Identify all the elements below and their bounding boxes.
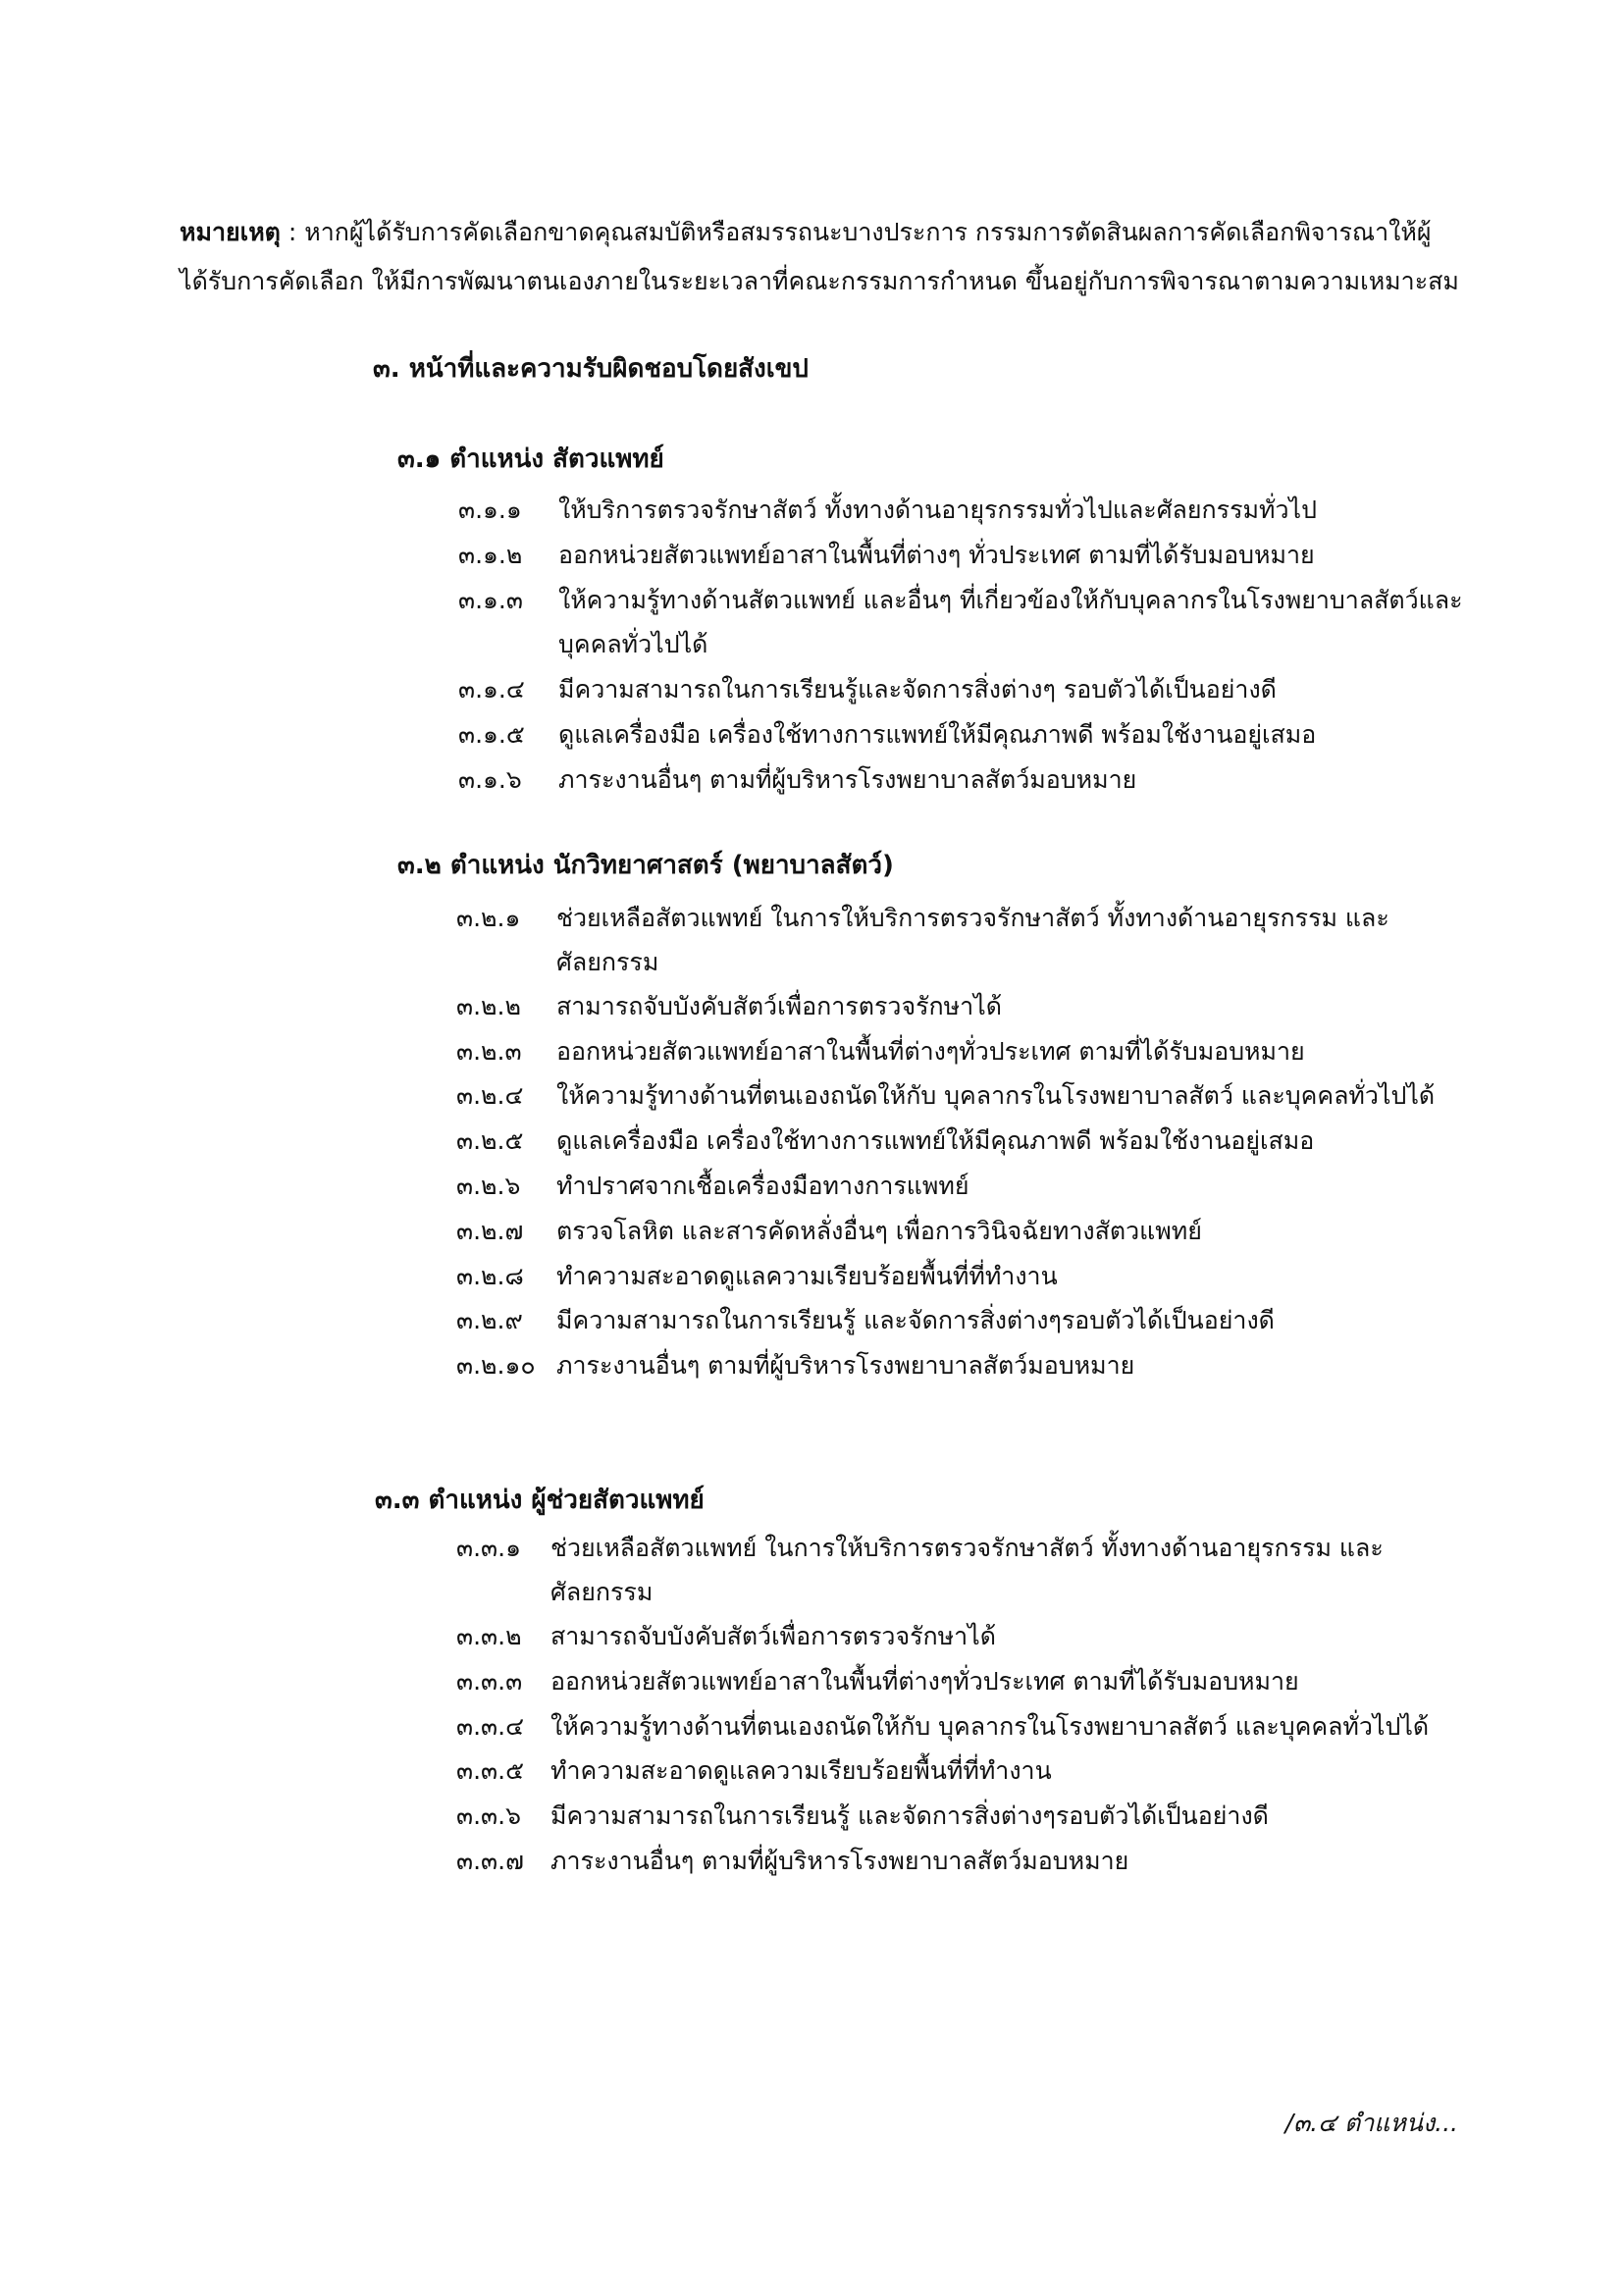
item-number: ๓.๒.๖ xyxy=(456,1172,521,1200)
list-item xyxy=(456,1704,1479,1748)
list-item xyxy=(456,1298,1479,1342)
subsection-3-2-heading: ๓.๒ ตำแหน่ง นักวิทยาศาสตร์ (พยาบาลสัตว์) xyxy=(397,851,894,880)
item-text: ดูแลเครื่องมือ เครื่องใช้ทางการแพทย์ให้มีคุณภาพดี พร้อมใช้งานอยู่เสมอ xyxy=(558,720,1317,749)
item-text: ภาระงานอื่นๆ ตามที่ผู้บริหารโรงพยาบาลสัตว์มอบหมาย xyxy=(556,1351,1135,1380)
item-text: ดูแลเครื่องมือ เครื่องใช้ทางการแพทย์ให้มีคุณภาพดี พร้อมใช้งานอยู่เสมอ xyxy=(556,1126,1315,1155)
item-number: ๓.๓.๑ xyxy=(456,1534,521,1562)
item-number: ๓.๑.๕ xyxy=(458,720,525,749)
item-number: ๓.๒.๕ xyxy=(456,1126,524,1155)
item-text: มีความสามารถในการเรียนรู้และจัดการสิ่งต่างๆ รอบตัวได้เป็นอย่างดี xyxy=(558,675,1277,704)
list-item xyxy=(456,1526,1479,1614)
item-number: ๓.๑.๒ xyxy=(458,541,523,569)
list-item xyxy=(456,1839,1479,1883)
item-number: ๓.๑.๔ xyxy=(458,675,525,704)
remark-text-1: : หากผู้ได้รับการคัดเลือกขาดคุณสมบัติหรือสมรรถนะบางประการ กรรมการตัดสินผลการคัดเลือกพิจารณาให้ผู้ xyxy=(280,218,1432,246)
list-item xyxy=(456,984,1479,1028)
list-item xyxy=(458,488,1479,532)
list-item xyxy=(456,1254,1479,1298)
item-text: มีความสามารถในการเรียนรู้ และจัดการสิ่งต่างๆรอบตัวได้เป็นอย่างดี xyxy=(556,1306,1275,1334)
item-text: ภาระงานอื่นๆ ตามที่ผู้บริหารโรงพยาบาลสัตว์มอบหมาย xyxy=(550,1847,1129,1875)
subsection-3-3-heading: ๓.๓ ตำแหน่ง ผู้ช่วยสัตวแพทย์ xyxy=(375,1486,705,1515)
item-number: ๓.๒.๗ xyxy=(456,1217,524,1245)
item-text: ช่วยเหลือสัตวแพทย์ ในการให้บริการตรวจรักษาสัตว์ ทั้งทางด้านอายุรกรรม และศัลยกรรม xyxy=(550,1534,1384,1606)
remark-label: หมายเหตุ xyxy=(180,218,281,246)
remark-line-2: ได้รับการคัดเลือก ให้มีการพัฒนาตนเองภายในระยะเวลาที่คณะกรรมการกำหนด ขึ้นอยู่กับการพิจารณาตามความเหมาะสม xyxy=(180,267,1459,295)
item-number: ๓.๒.๘ xyxy=(456,1262,524,1290)
item-text: ทำปราศจากเชื้อเครื่องมือทางการแพทย์ xyxy=(556,1172,969,1200)
item-text: ให้ความรู้ทางด้านที่ตนเองถนัดให้กับ บุคลากรในโรงพยาบาลสัตว์ และบุคคลทั่วไปได้ xyxy=(550,1712,1430,1741)
item-number: ๓.๒.๒ xyxy=(456,992,521,1020)
remark-paragraph xyxy=(180,208,1475,306)
item-number: ๓.๑.๖ xyxy=(458,765,522,794)
list-item xyxy=(456,1614,1479,1658)
item-text: ให้ความรู้ทางด้านสัตวแพทย์ และอื่นๆ ที่เกี่ยวข้องให้กับบุคลากรในโรงพยาบาลสัตว์และบุคคลทั่วไปได้ xyxy=(558,586,1463,658)
list-item xyxy=(456,1073,1479,1118)
item-text: ออกหน่วยสัตวแพทย์อาสาในพื้นที่ต่างๆทั่วประเทศ ตามที่ได้รับมอบหมาย xyxy=(556,1037,1305,1066)
list-item xyxy=(456,1164,1479,1208)
item-text: ให้บริการตรวจรักษาสัตว์ ทั้งทางด้านอายุรกรรมทั่วไปและศัลยกรรมทั่วไป xyxy=(558,496,1317,524)
list-item xyxy=(458,757,1479,802)
item-number: ๓.๓.๕ xyxy=(456,1756,524,1785)
list-item xyxy=(456,1659,1479,1703)
item-number: ๓.๓.๓ xyxy=(456,1667,523,1696)
item-text: สามารถจับบังคับสัตว์เพื่อการตรวจรักษาได้ xyxy=(556,992,1002,1020)
list-item xyxy=(458,533,1479,577)
list-item xyxy=(456,1748,1479,1793)
list-item xyxy=(456,1794,1479,1838)
list-item xyxy=(456,1343,1479,1387)
item-number: ๓.๓.๖ xyxy=(456,1801,521,1830)
list-item xyxy=(456,896,1479,984)
item-number: ๓.๑.๑ xyxy=(458,496,522,524)
item-number: ๓.๓.๔ xyxy=(456,1712,524,1741)
item-text: ทำความสะอาดดูแลความเรียบร้อยพื้นที่ที่ทำงาน xyxy=(550,1756,1052,1785)
item-number: ๓.๒.๔ xyxy=(456,1081,524,1110)
item-number: ๓.๑.๓ xyxy=(458,586,523,614)
list-item xyxy=(458,578,1479,666)
page-continuation: /๓.๔ ตำแหน่ง... xyxy=(1284,2109,1458,2137)
section-3-heading: ๓. หน้าที่และความรับผิดชอบโดยสังเขป xyxy=(373,354,809,384)
item-number: ๓.๓.๗ xyxy=(456,1847,524,1875)
item-text: ช่วยเหลือสัตวแพทย์ ในการให้บริการตรวจรักษาสัตว์ ทั้งทางด้านอายุรกรรม และศัลยกรรม xyxy=(556,904,1389,976)
item-text: ออกหน่วยสัตวแพทย์อาสาในพื้นที่ต่างๆทั่วประเทศ ตามที่ได้รับมอบหมาย xyxy=(550,1667,1299,1696)
remark-line-1 xyxy=(180,208,1475,257)
item-text: ตรวจโลหิต และสารคัดหลั่งอื่นๆ เพื่อการวินิจฉัยทางสัตวแพทย์ xyxy=(556,1217,1202,1245)
item-text: ภาระงานอื่นๆ ตามที่ผู้บริหารโรงพยาบาลสัตว์มอบหมาย xyxy=(558,765,1137,794)
item-number: ๓.๒.๙ xyxy=(456,1306,523,1334)
item-text: มีความสามารถในการเรียนรู้ และจัดการสิ่งต่างๆรอบตัวได้เป็นอย่างดี xyxy=(550,1801,1269,1830)
item-number: ๓.๓.๒ xyxy=(456,1622,522,1650)
list-item xyxy=(456,1029,1479,1073)
item-number: ๓.๒.๑ xyxy=(456,904,521,932)
item-text: ให้ความรู้ทางด้านที่ตนเองถนัดให้กับ บุคลากรในโรงพยาบาลสัตว์ และบุคคลทั่วไปได้ xyxy=(556,1081,1436,1110)
item-text: สามารถจับบังคับสัตว์เพื่อการตรวจรักษาได้ xyxy=(550,1622,996,1650)
list-item xyxy=(458,712,1479,757)
list-item xyxy=(456,1119,1479,1163)
item-text: ทำความสะอาดดูแลความเรียบร้อยพื้นที่ที่ทำงาน xyxy=(556,1262,1058,1290)
subsection-3-1-heading: ๓.๑ ตำแหน่ง สัตวแพทย์ xyxy=(397,444,664,474)
list-item xyxy=(456,1209,1479,1253)
list-item xyxy=(458,667,1479,711)
item-number: ๓.๒.๓ xyxy=(456,1037,522,1066)
item-number: ๓.๒.๑๐ xyxy=(456,1351,536,1380)
item-text: ออกหน่วยสัตวแพทย์อาสาในพื้นที่ต่างๆ ทั่วประเทศ ตามที่ได้รับมอบหมาย xyxy=(558,541,1315,569)
